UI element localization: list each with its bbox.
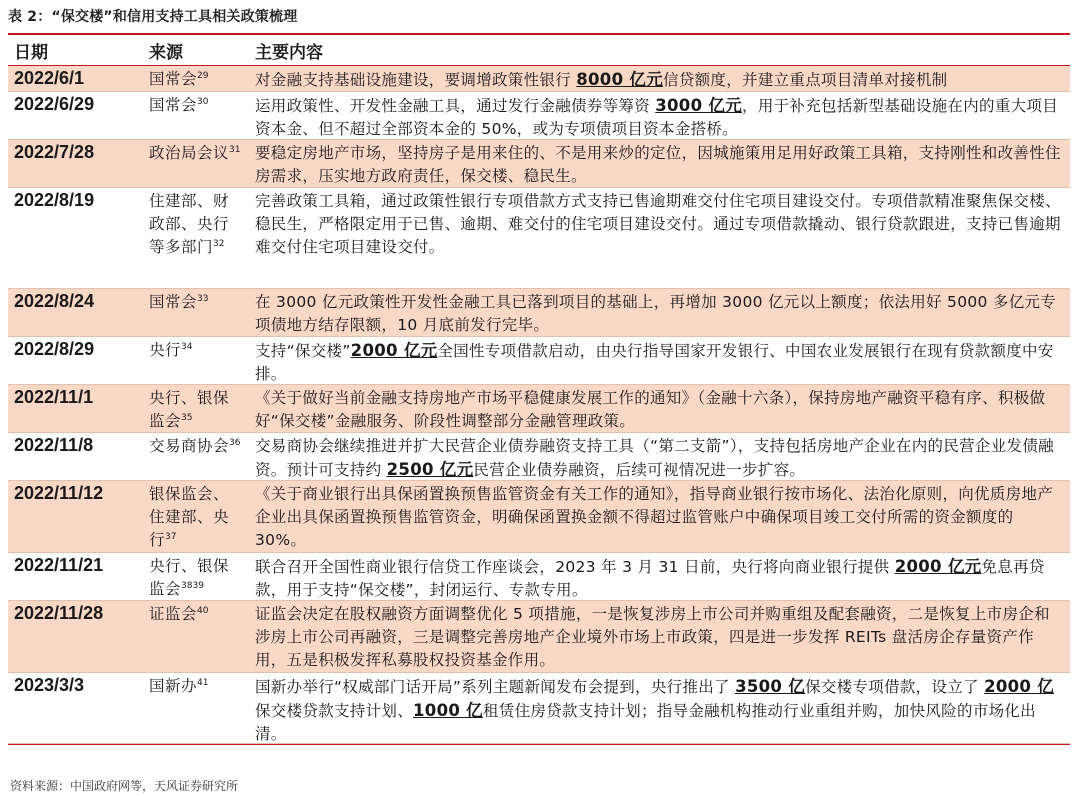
row-date: 2022/11/12 — [14, 483, 104, 503]
row-date: 2022/8/29 — [14, 339, 95, 359]
content-text: 证监会决定在股权融资方面调整优化 5 项措施，一是恢复涉房上市公司并购重组及配套融资，二是恢复上市房企和涉房上市公司再融资，三是调整完善房地产企业境外市场上市政策，四是进一步发挥 REITs 盘活房企存量资产作用，五是积极发挥私募股权投资基金作用。 — [255, 605, 1050, 669]
row-content — [249, 385, 1070, 434]
header-content: 主要内容 — [255, 42, 323, 63]
row-content — [249, 481, 1070, 553]
row-date: 2022/6/29 — [14, 94, 95, 114]
row-footnote: 30 — [197, 96, 209, 107]
row-footnote: 36 — [229, 437, 241, 448]
content-text: 支持“保交楼” — [255, 342, 351, 360]
row-source — [143, 553, 249, 603]
row-source — [143, 140, 249, 189]
row-source — [143, 481, 249, 553]
row-source — [143, 433, 249, 483]
table-row — [8, 188, 1070, 289]
row-date: 2022/11/8 — [14, 435, 94, 455]
row-source — [143, 337, 249, 387]
row-source — [143, 66, 249, 93]
table-row — [8, 92, 1070, 140]
highlight-amount: 2000 亿元 — [894, 557, 982, 576]
row-source — [143, 385, 249, 434]
row-date: 2022/11/21 — [14, 555, 104, 575]
highlight-amount: 3500 亿 — [735, 677, 806, 696]
content-text: 《关于商业银行出具保函置换预售监管资金有关工作的通知》，指导商业银行按市场化、法治化原则，向优质房地产企业出具保函置换预售监管资金，明确保函置换金额不得超过监管账户中确保项目竣工交付所需的资金额度的 30%。 — [255, 485, 1054, 549]
table-row — [8, 433, 1070, 481]
row-footnote: 3839 — [181, 580, 204, 591]
table-body — [8, 66, 1070, 744]
content-text: 在 3000 亿元政策性开发性金融工具已落到项目的基础上，再增加 3000 亿元以上额度；依法用好 5000 多亿元专项债地方结存限额，10 月底前发行完毕。 — [255, 293, 1057, 334]
highlight-amount: 1000 亿 — [413, 701, 483, 720]
row-date: 2022/6/1 — [14, 68, 85, 88]
row-source — [143, 92, 249, 142]
content-text: 对金融支持基础设施建设，要调增政策性银行 — [255, 71, 577, 89]
row-content — [249, 553, 1070, 603]
table-row — [8, 673, 1070, 744]
row-footnote: 31 — [229, 144, 241, 155]
content-text: 免息再贷款，用于支持“保交楼”，封闭运行、专款专用。 — [255, 558, 1045, 599]
content-text: 《关于做好当前金融支持房地产市场平稳健康发展工作的通知》（金融十六条），保持房地产融资平稳有序、积极做好“保交楼”金融服务、阶段性调整部分金融管理政策。 — [255, 389, 1046, 430]
row-content — [249, 337, 1070, 387]
row-source — [143, 601, 249, 673]
header-source: 来源 — [149, 42, 183, 63]
row-source-text: 国常会 — [149, 70, 198, 88]
row-source-text: 国新办 — [149, 677, 198, 695]
table-row — [8, 140, 1070, 188]
policy-table — [8, 33, 1070, 745]
table-row — [8, 601, 1070, 673]
row-source — [143, 673, 249, 747]
table-row — [8, 481, 1070, 553]
row-date: 2022/11/1 — [14, 387, 94, 407]
table-row — [8, 337, 1070, 385]
highlight-amount: 2500 亿元 — [386, 460, 474, 479]
row-source-text: 证监会 — [149, 605, 198, 623]
row-footnote: 34 — [181, 341, 193, 352]
header-date: 日期 — [14, 42, 48, 63]
row-date: 2022/8/19 — [14, 190, 95, 210]
content-text: 国新办举行“权威部门话开局”系列主题新闻发布会提到，央行推出了 — [255, 678, 736, 696]
row-content — [249, 433, 1070, 483]
content-text: 要稳定房地产市场，坚持房子是用来住的、不是用来炒的定位，因城施策用足用好政策工具箱，支持刚性和改善性住房需求，压实地方政府责任，保交楼、稳民生。 — [255, 144, 1061, 185]
table-row — [8, 289, 1070, 337]
row-source-text: 国常会 — [149, 293, 198, 311]
row-content — [249, 92, 1070, 142]
row-source-text: 央行、银保监会 — [149, 389, 230, 430]
content-text: 租赁住房贷款支持计划；指导金融机构推动行业重组并购，加快风险的市场化出清。 — [255, 702, 1036, 743]
highlight-amount: 2000 亿 — [984, 677, 1055, 696]
highlight-amount: 8000 亿元 — [576, 70, 664, 89]
content-text: 民营企业债券融资，后续可视情况进一步扩容。 — [473, 461, 806, 479]
content-text: ，用于补充包括新型基础设施在内的重大项目资本金、但不超过全部资本金的 50%，或为专项债项目资本金搭桥。 — [255, 97, 1059, 138]
row-date: 2022/7/28 — [14, 142, 95, 162]
table-caption: 表 2：“保交楼”和信用支持工具相关政策梳理 — [8, 9, 298, 25]
row-source-text: 央行、银保监会 — [149, 557, 230, 598]
table-row — [8, 553, 1070, 601]
row-content — [249, 140, 1070, 189]
row-source-text: 央行 — [149, 341, 182, 359]
row-source-text: 国常会 — [149, 96, 198, 114]
content-text: 信贷额度，并建立重点项目清单对接机制 — [663, 71, 948, 89]
row-source-text: 银保监会、住建部、央行 — [149, 485, 230, 549]
content-text: 交易商协会继续推进并扩大民营企业债券融资支持工具（“第二支箭”），支持包括房地产企业在内的民营企业发债融资。预计可支持约 — [255, 437, 1054, 479]
content-text: 全国性专项借款启动，由央行指导国家开发银行、中国农业发展银行在现有贷款额度中安排。 — [255, 342, 1054, 383]
table-header — [8, 35, 1070, 66]
row-source-text: 住建部、财政部、央行等多部门 — [149, 192, 230, 256]
row-footnote: 41 — [197, 677, 209, 688]
source-note: 资料来源：中国政府网等，天风证券研究所 — [10, 779, 239, 793]
content-text: 运用政策性、开发性金融工具，通过发行金融债券等筹资 — [255, 97, 656, 115]
row-source-text: 政治局会议 — [149, 144, 230, 162]
content-text: 保交楼专项借款，设立了 — [805, 678, 985, 696]
row-footnote: 33 — [197, 293, 209, 304]
row-source — [143, 188, 249, 288]
row-content — [249, 188, 1070, 288]
row-date: 2023/3/3 — [14, 675, 85, 695]
content-text: 完善政策工具箱，通过政策性银行专项借款方式支持已售逾期难交付住宅项目建设交付。专项借款精准聚焦保交楼、稳民生，严格限定用于已售、逾期、难交付的住宅项目建设交付。通过专项借款撬动、银行贷款跟进，支持已售逾期难交付住宅项目建设交付。 — [255, 192, 1061, 256]
row-footnote: 35 — [181, 412, 193, 423]
highlight-amount: 2000 亿元 — [350, 341, 438, 360]
content-text: 联合召开全国性商业银行信贷工作座谈会，2023 年 3 月 31 日前，央行将向商业银行提供 — [255, 558, 895, 576]
row-source — [143, 289, 249, 338]
row-footnote: 40 — [197, 605, 209, 616]
row-date: 2022/8/24 — [14, 291, 95, 311]
highlight-amount: 3000 亿元 — [655, 96, 743, 115]
table-row — [8, 385, 1070, 433]
row-footnote: 37 — [165, 531, 177, 542]
row-content — [249, 289, 1070, 338]
content-text: 保交楼贷款支持计划、 — [255, 702, 414, 720]
row-content — [249, 673, 1070, 747]
row-footnote: 32 — [213, 238, 225, 249]
row-content — [249, 601, 1070, 673]
row-source-text: 交易商协会 — [149, 437, 230, 455]
table-row — [8, 66, 1070, 92]
row-content — [249, 66, 1070, 93]
row-date: 2022/11/28 — [14, 603, 104, 623]
row-footnote: 29 — [197, 70, 209, 81]
